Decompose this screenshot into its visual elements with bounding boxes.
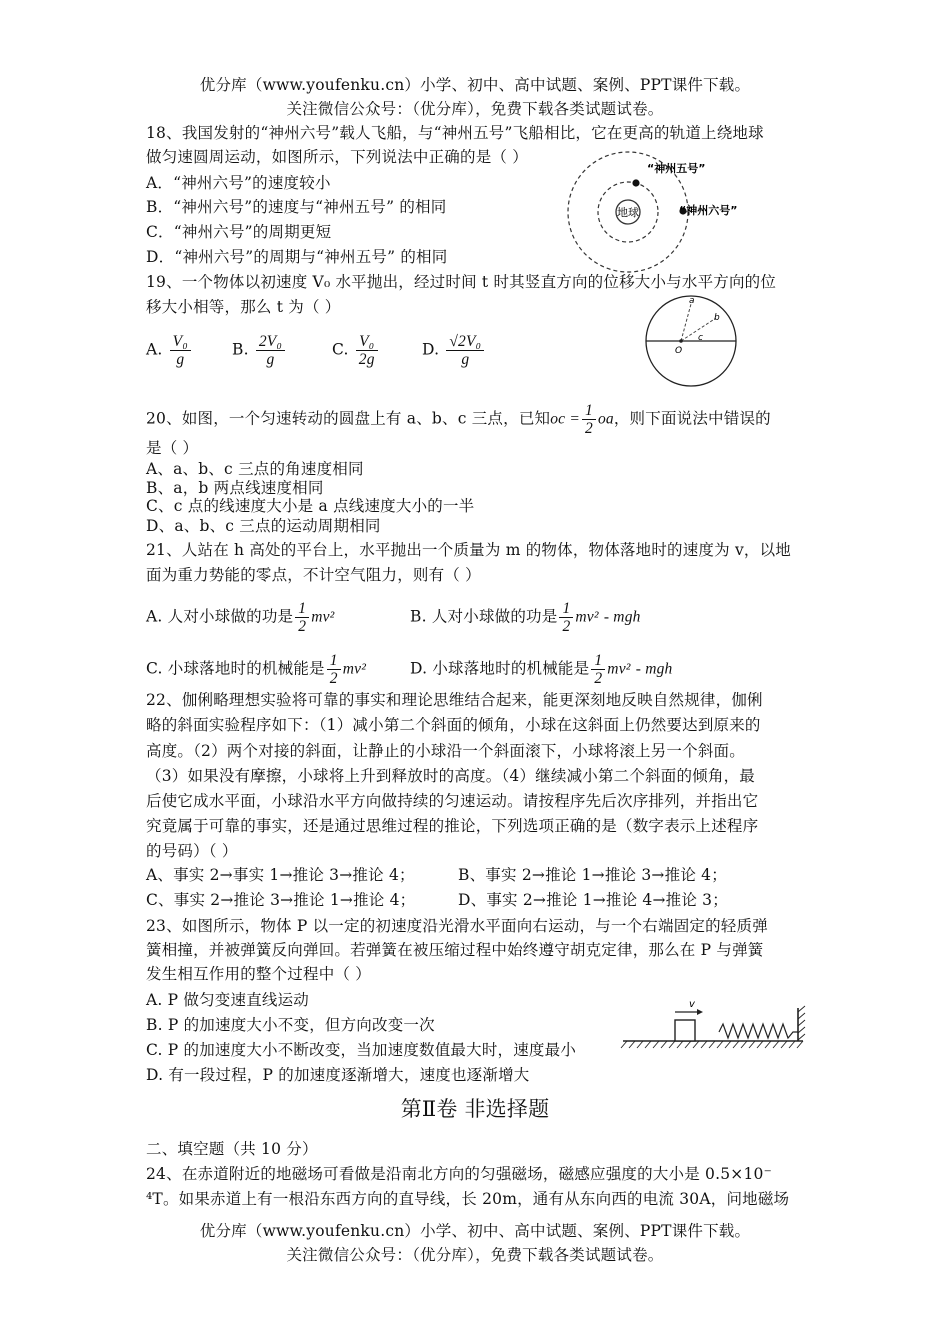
q22-line-7: 的号码）（ ）: [146, 842, 238, 860]
shenzhou6-label: “神州六号”: [679, 204, 738, 217]
q20-stem-1: 20、如图，一个匀速转动的圆盘上有 a、b、c 三点，已知oc = $\frac{1}{2}$ oa，则下面说法中错误的: [146, 402, 771, 437]
q23-line-1: 23、如图所示，物体 P 以一定的初速度沿光滑水平面向右运动，与一个右端固定的轻质弹: [146, 917, 768, 935]
q20-option-d: D、a、b、c 三点的运动周期相同: [146, 517, 381, 535]
q18-option-d: D．“神州六号”的周期与“神州五号” 的相同: [146, 248, 448, 266]
q20-half: $\frac{1}{2}$: [582, 402, 596, 437]
q19-option-b: [232, 333, 287, 368]
q18-stem-1: 18、我国发射的“神州六号”载人飞船，与“神州五号”飞船相比，它在更高的轨道上绕地球: [146, 124, 764, 142]
q21-option-b: B. 人对小球做的功是 $\frac{1}{2}$ mv² - mgh: [410, 600, 641, 635]
q20-option-b: B、a，b 两点线速度相同: [146, 479, 324, 497]
q22-line-4: （3）如果没有摩擦，小球将上升到释放时的高度。（4）继续减小第二个斜面的倾角，最: [146, 767, 755, 785]
q23-option-c: C. P 的加速度大小不断改变，当加速度数值最大时，速度最小: [146, 1041, 577, 1059]
q21-stem-2: 面为重力势能的零点，不计空气阻力，则有（ ）: [146, 566, 481, 584]
q21-option-c: C. 小球落地时的机械能是 $\frac{1}{2}$ mv²: [146, 652, 367, 687]
q24-line-2: ⁴T。如果赤道上有一根沿东西方向的直导线，长 20m，通有从东向西的电流 30A，问地磁场: [146, 1190, 790, 1208]
q21-stem-1: 21、人站在 h 高处的平台上，水平抛出一个质量为 m 的物体，物体落地时的速度为 v，以地: [146, 541, 791, 559]
shenzhou5-label: “神州五号”: [647, 162, 706, 175]
q19-d-label: D.: [422, 340, 440, 359]
header-line-1: 优分库（www.youfenku.cn）小学、初中、高中试题、案例、PPT课件下载。: [199, 76, 751, 94]
part2-title: 第Ⅱ卷 非选择题: [400, 1097, 550, 1121]
q23-option-a: A. P 做匀变速直线运动: [146, 991, 310, 1009]
q21-option-d: D. 小球落地时的机械能是 $\frac{1}{2}$ mv² - mgh: [410, 652, 673, 687]
q18-stem-2: 做匀速圆周运动，如图所示，下列说法中正确的是（ ）: [146, 148, 528, 166]
velocity-arrowhead: [697, 1009, 703, 1015]
q19-c-fraction: $\frac{\text{V₀}}{2g}$: [356, 333, 378, 368]
q23-line-2: 簧相撞，并被弹簧反向弹回。若弹簧在被压缩过程中始终遵守胡克定律，那么在 P 与弹簧: [146, 941, 764, 959]
q18-option-c: C．“神州六号”的周期更短: [146, 223, 332, 241]
ground-hatching: [621, 1041, 803, 1048]
q19-b-label: B.: [232, 340, 249, 359]
block-p: [675, 1020, 695, 1041]
q18-option-a: A．“神州六号”的速度较小: [146, 174, 331, 192]
orbit-figure: [575, 150, 780, 275]
point-c-label: c: [698, 333, 703, 343]
q21-option-a: A. 人对小球做的功是 $\frac{1}{2}$ mv²: [146, 600, 335, 635]
q22-line-2: 略的斜面实验程序如下：（1）减小第二个斜面的倾角，小球在这斜面上仍然要达到原来的: [146, 716, 761, 734]
q23-line-3: 发生相互作用的整个过程中（ ）: [146, 965, 371, 983]
q19-stem-2: 移大小相等，那么 t 为（ ）: [146, 298, 341, 316]
point-a-label: a: [689, 296, 695, 306]
center-point: [679, 339, 683, 343]
footer-line-1: 优分库（www.youfenku.cn）小学、初中、高中试题、案例、PPT课件下载。: [199, 1222, 751, 1240]
q19-option-a: [146, 333, 193, 368]
spring: [719, 1024, 798, 1038]
velocity-label: v: [689, 999, 695, 1010]
point-b-label: b: [714, 313, 720, 323]
q22-option-a: A、事实 2→事实 1→推论 3→推论 4；: [146, 866, 415, 884]
fill-section-title: 二、填空题（共 10 分）: [146, 1140, 318, 1158]
q19-b-fraction: $\frac{\text{2V₀}}{g}$: [256, 333, 285, 368]
q19-a-fraction: $\frac{\text{V₀}}{g}$: [170, 333, 191, 368]
q20-option-c: C、c 点的线速度大小是 a 点线速度大小的一半: [146, 497, 475, 515]
point-o-label: O: [675, 346, 683, 356]
q19-option-c: [332, 333, 380, 368]
q24-line-1: 24、在赤道附近的地磁场可看做是沿南北方向的匀强磁场，磁感应强度的大小是 0.5×10⁻: [146, 1165, 772, 1183]
earth-label: 地球: [617, 206, 639, 219]
q19-stem-1: 19、一个物体以初速度 V₀ 水平抛出，经过时间 t 时其竖直方向的位移大小与水平方向的位: [146, 273, 777, 291]
shenzhou5-dot: [632, 179, 639, 186]
q22-option-b: B、事实 2→推论 1→推论 3→推论 4；: [458, 866, 727, 884]
q20-option-a: A、a、b、c 三点的角速度相同: [146, 460, 364, 478]
q22-option-c: C、事实 2→推论 3→推论 1→推论 4；: [146, 891, 416, 909]
footer-line-2: 关注微信公众号：（优分库），免费下载各类试题试卷。: [286, 1246, 664, 1264]
q19-d-fraction: $\frac{\text{√2V₀}}{g}$: [446, 333, 484, 368]
q22-option-d: D、事实 2→推论 1→推论 4→推论 3；: [458, 891, 728, 909]
q19-a-label: A.: [146, 340, 163, 359]
q23-option-d: D. 有一段过程，P 的加速度逐渐增大，速度也逐渐增大: [146, 1066, 530, 1084]
header-line-2: 关注微信公众号：（优分库），免费下载各类试题试卷。: [286, 100, 664, 118]
q22-line-6: 究竟属于可靠的事实，还是通过思维过程的推论，下列选项正确的是（数字表示上述程序: [146, 817, 759, 835]
q19-c-label: C.: [332, 340, 349, 359]
q22-line-1: 22、伽俐略理想实验将可靠的事实和理论思维结合起来，能更深刻地反映自然规律，伽俐: [146, 691, 763, 709]
wall-hatching: [798, 1006, 805, 1040]
disk-figure: [636, 292, 748, 388]
q20-stem-2: 是（ ）: [146, 439, 199, 457]
q22-line-3: 高度。（2）两个对接的斜面，让静止的小球沿一个斜面滚下，小球将滚上另一个斜面。: [146, 742, 745, 760]
q19-option-d: [422, 333, 486, 368]
q22-line-5: 后使它成水平面，小球沿水平方向做持续的匀速运动。请按程序先后次序排列，并指出它: [146, 792, 759, 810]
q18-option-b: B．“神州六号”的速度与“神州五号” 的相同: [146, 198, 447, 216]
spring-figure: [615, 999, 815, 1053]
q23-option-b: B. P 的加速度大小不变，但方向改变一次: [146, 1016, 435, 1034]
